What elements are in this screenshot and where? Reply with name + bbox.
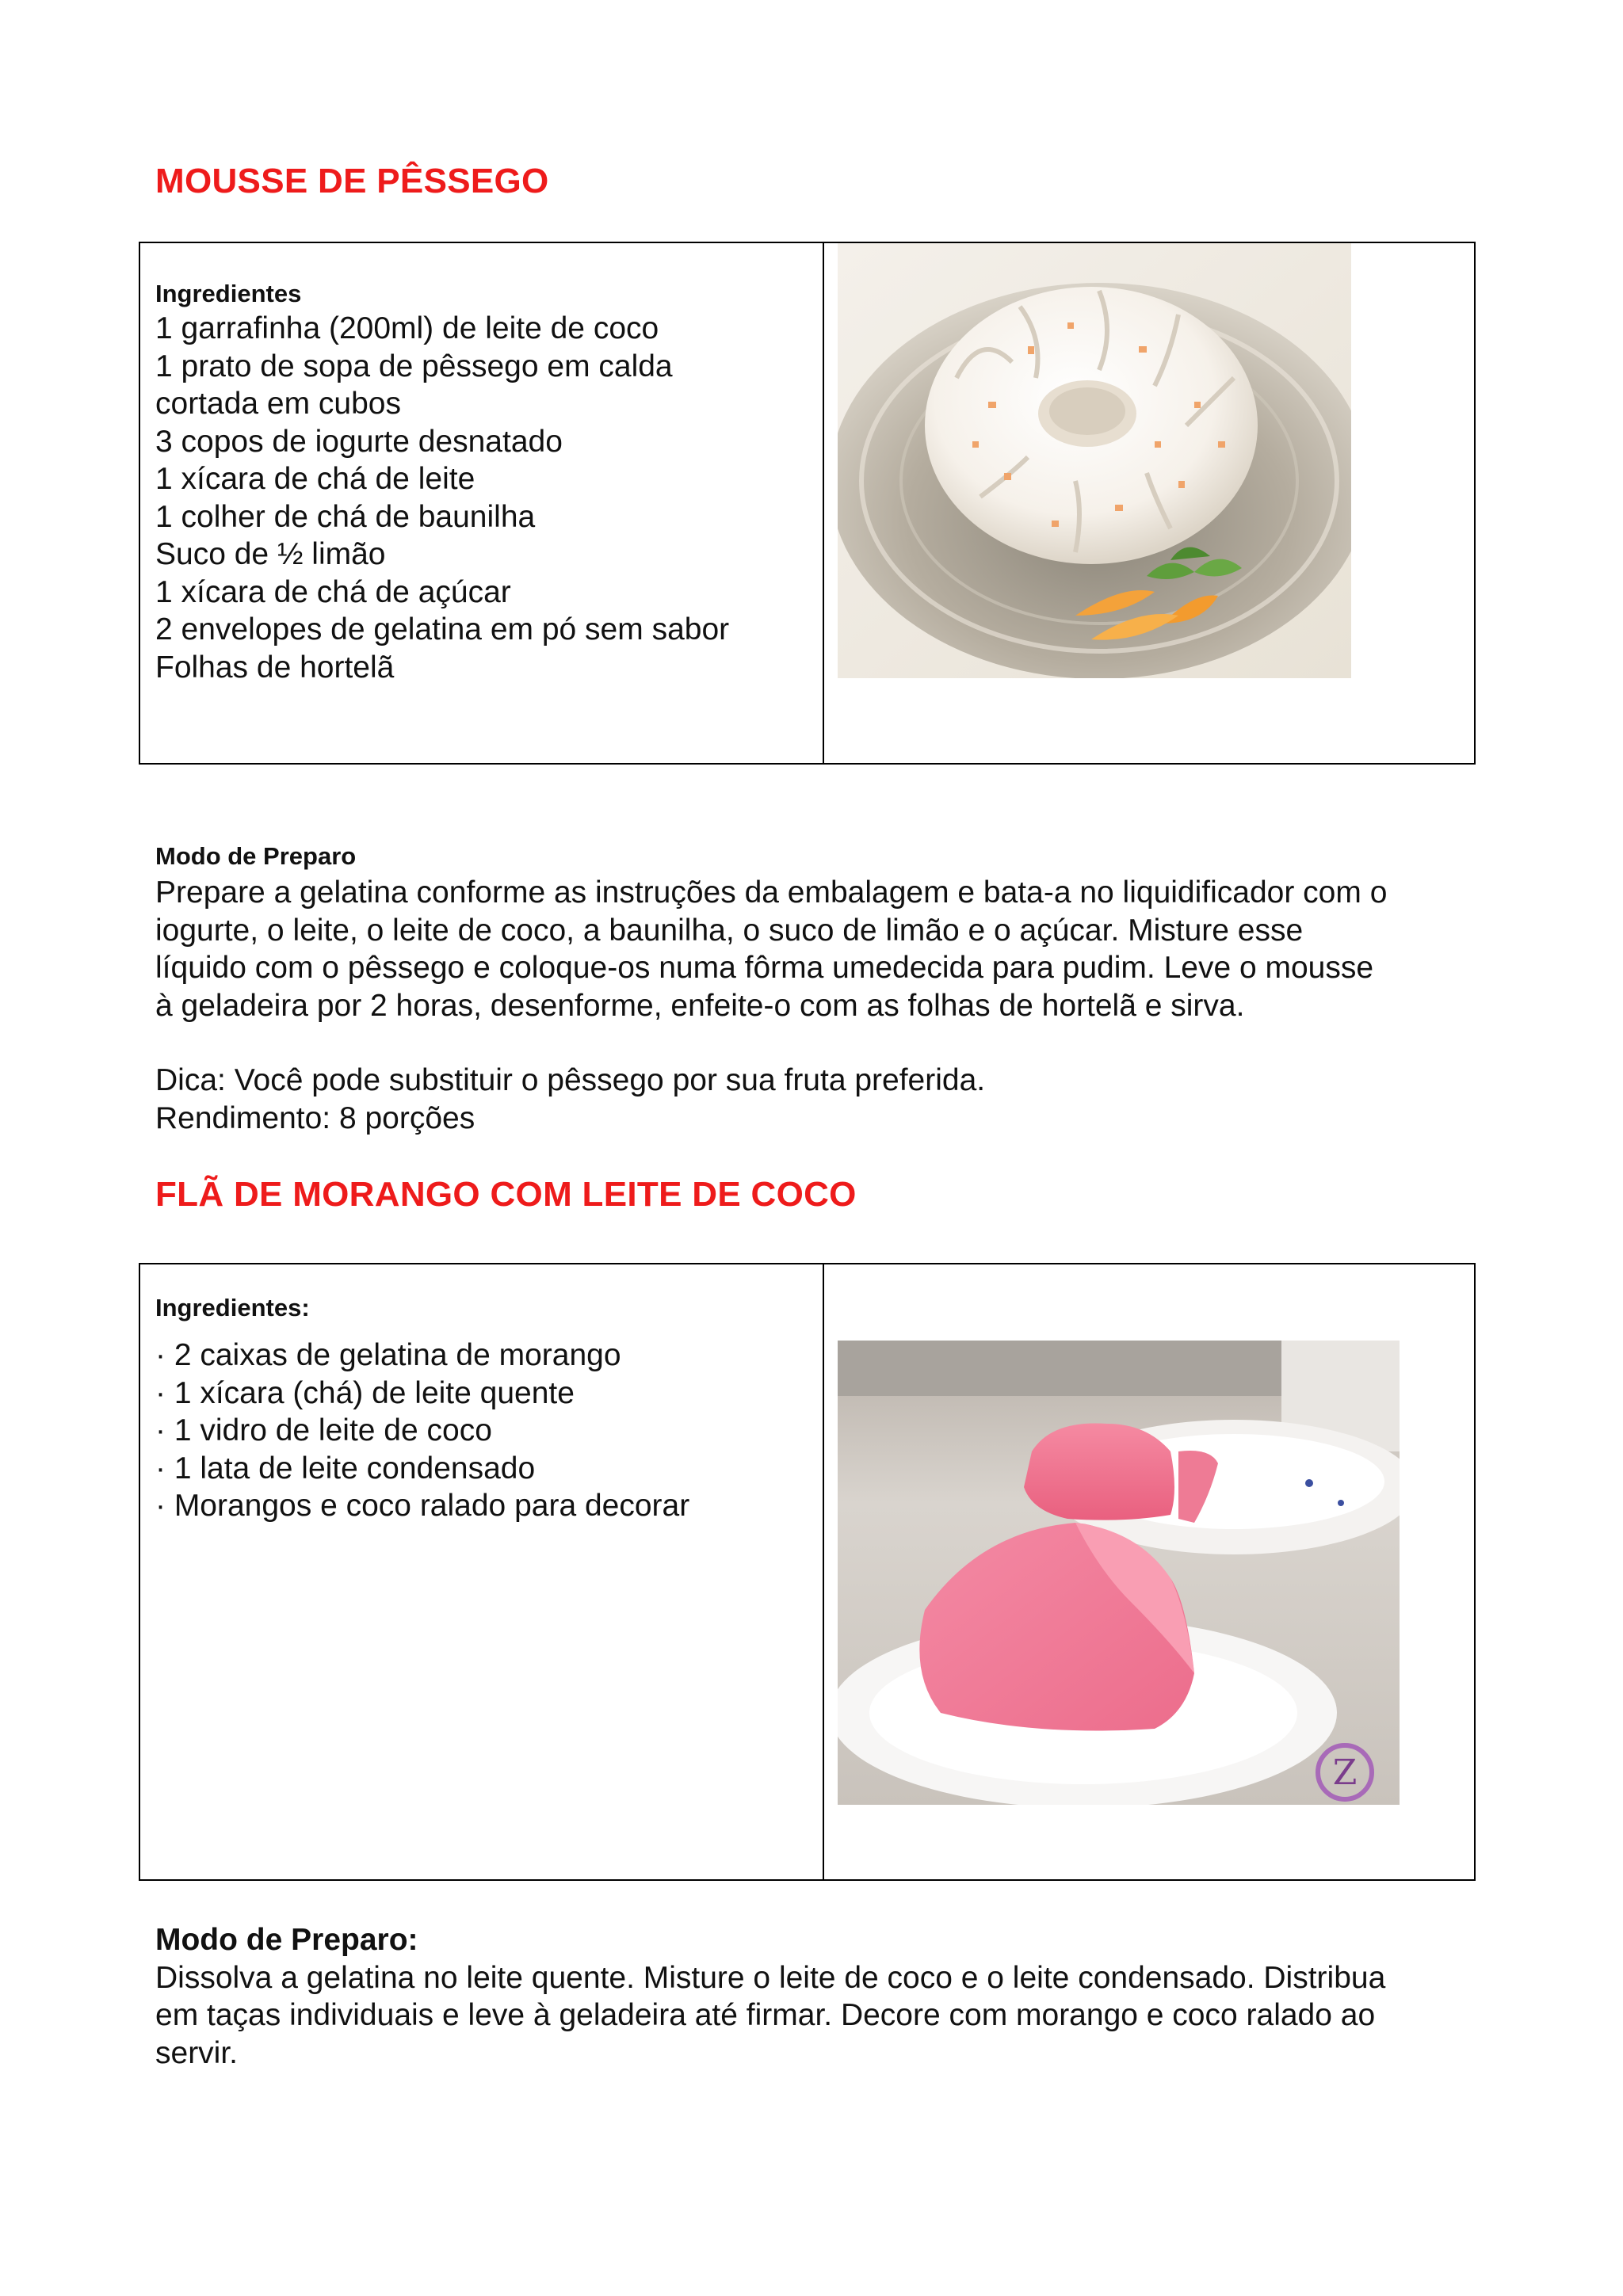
preparation-label: Modo de Preparo — [155, 842, 357, 870]
ingredients-label: Ingredientes: — [155, 1294, 310, 1322]
ingredient-line: Suco de ½ limão — [155, 537, 386, 571]
tip-text: Dica: Você pode substituir o pêssego por sua fruta preferida. — [155, 1063, 986, 1097]
recipe-table-flan — [139, 1263, 1476, 1881]
ingredient-line: 2 envelopes de gelatina em pó sem sabor — [155, 612, 730, 646]
preparation-line: líquido com o pêssego e coloque-os numa fôrma umedecida para pudim. Leve o mousse — [155, 951, 1374, 985]
preparation-line: Dissolva a gelatina no leite quente. Misture o leite de coco e o leite condensado. Distribua — [155, 1960, 1386, 1995]
ingredient-line: 1 xícara de chá de leite — [155, 462, 475, 496]
yield-text: Rendimento: 8 porções — [155, 1100, 475, 1135]
ingredient-line: · 1 lata de leite condensado — [155, 1451, 536, 1486]
ingredients-list — [155, 310, 823, 686]
preparation-section-mousse — [155, 842, 1387, 1137]
watermark-logo: Z — [1332, 1753, 1358, 1793]
recipe-title-mousse: MOUSSE DE PÊSSEGO — [155, 162, 549, 200]
ingredient-line: Folhas de hortelã — [155, 650, 395, 685]
preparation-line: em taças individuais e leve à geladeira até firmar. Decore com morango e coco ralado ao — [155, 1998, 1376, 2032]
ingredients-cell — [139, 242, 823, 764]
ingredients-list — [155, 1337, 823, 1525]
photo-cell — [823, 1264, 1475, 1880]
preparation-line: iogurte, o leite, o leite de coco, a baunilha, o suco de limão e o açúcar. Misture esse — [155, 913, 1304, 948]
ingredient-line: · 1 vidro de leite de coco — [155, 1413, 492, 1447]
strawberry-flan-photo — [838, 1341, 1400, 1805]
preparation-section-flan — [155, 1921, 1385, 2072]
ingredient-line: 1 xícara de chá de açúcar — [155, 574, 511, 609]
recipe-table-mousse — [139, 242, 1476, 765]
ingredient-line: 1 garrafinha (200ml) de leite de coco — [155, 311, 659, 345]
photo-cell — [823, 242, 1475, 764]
ingredient-line: · 1 xícara (chá) de leite quente — [155, 1375, 575, 1410]
ingredient-line: · Morangos e coco ralado para decorar — [155, 1489, 690, 1523]
ingredient-line: 1 prato de sopa de pêssego em calda — [155, 349, 673, 383]
preparation-label: Modo de Preparo: — [155, 1923, 418, 1957]
preparation-line: à geladeira por 2 horas, desenforme, enfeite-o com as folhas de hortelã e sirva. — [155, 988, 1245, 1023]
ingredients-cell — [139, 1264, 823, 1880]
recipe-title-flan: FLÃ DE MORANGO COM LEITE DE COCO — [155, 1175, 857, 1214]
preparation-line: servir. — [155, 2035, 239, 2070]
peach-mousse-photo — [838, 243, 1351, 678]
ingredients-label: Ingredientes — [155, 280, 302, 307]
ingredient-line: · 2 caixas de gelatina de morango — [155, 1338, 621, 1372]
ingredient-line: cortada em cubos — [155, 387, 402, 421]
ingredient-line: 1 colher de chá de baunilha — [155, 499, 536, 534]
preparation-line: Prepare a gelatina conforme as instruções da embalagem e bata-a no liquidificador com o — [155, 875, 1388, 910]
ingredient-line: 3 copos de iogurte desnatado — [155, 424, 563, 459]
